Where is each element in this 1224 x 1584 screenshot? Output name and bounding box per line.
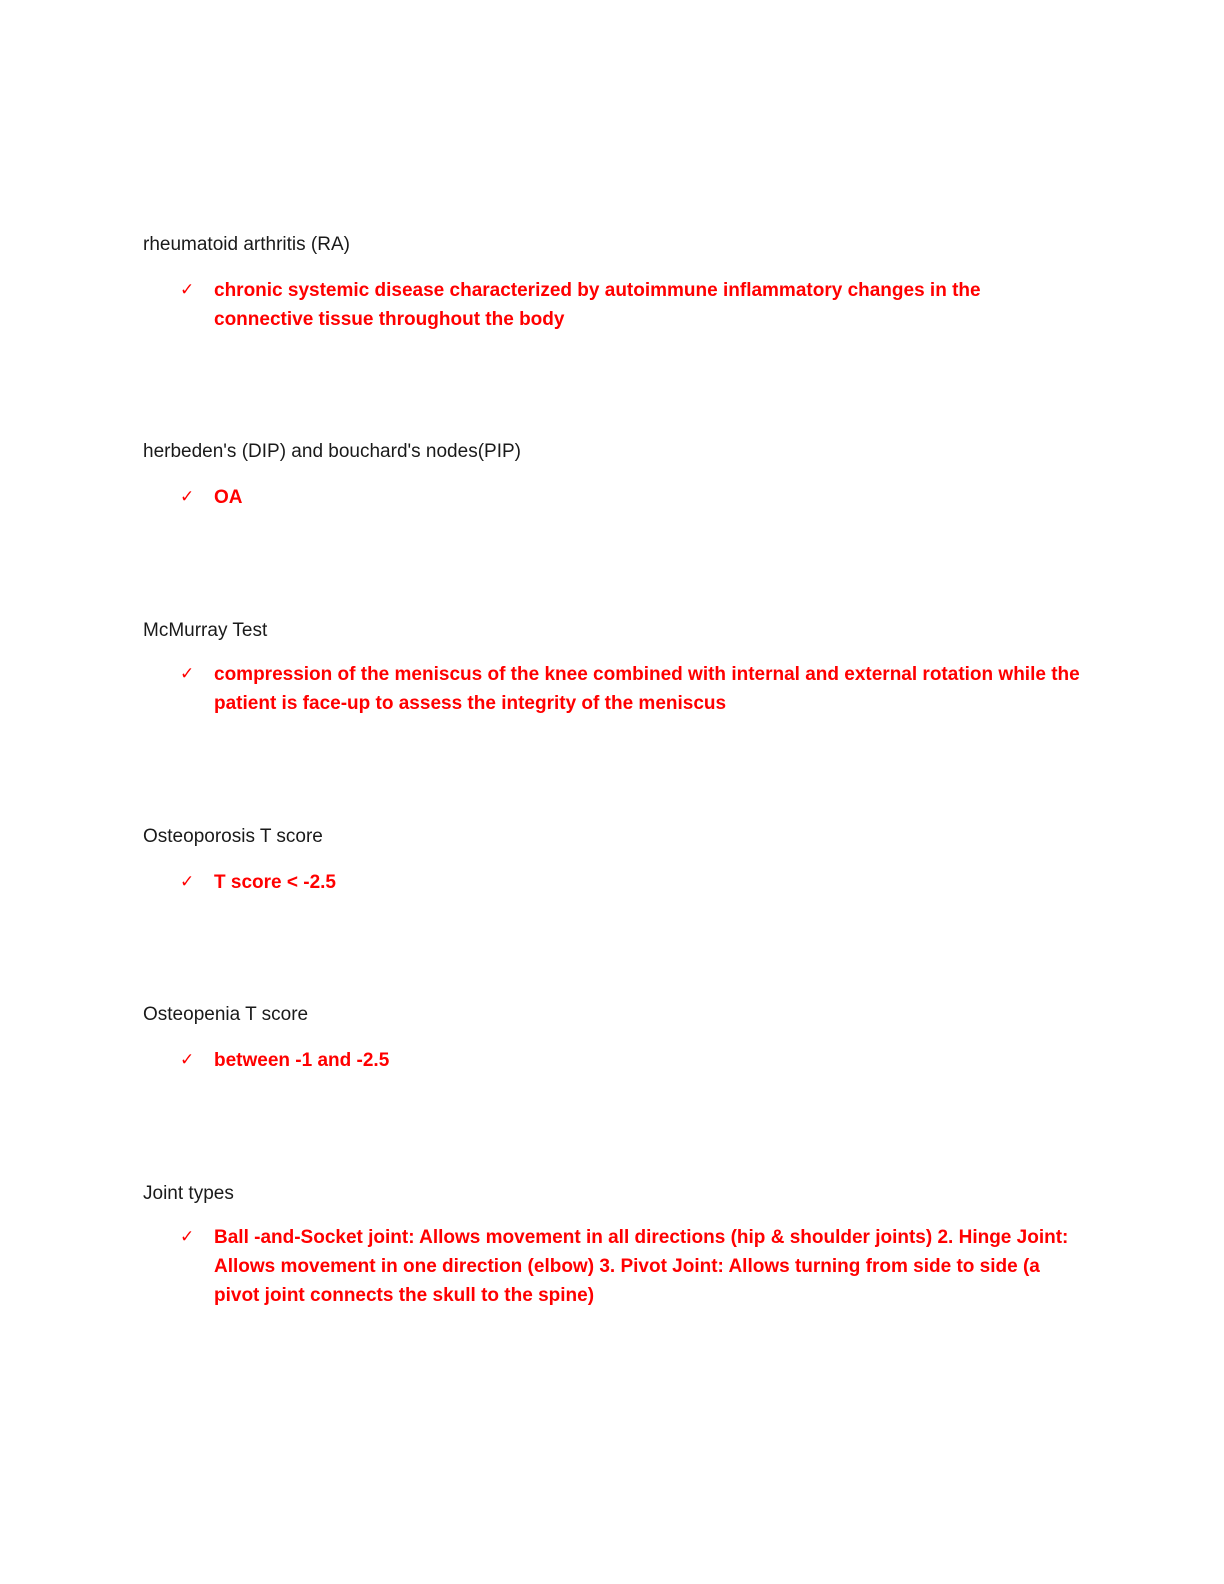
- answer-item: [180, 483, 1080, 512]
- term-osteopenia: Osteopenia T score: [143, 1004, 309, 1025]
- answer-item: [180, 868, 1080, 897]
- answer-text: OA: [214, 487, 243, 508]
- answer-item: [180, 660, 1080, 718]
- term-joint-types: Joint types: [143, 1183, 234, 1204]
- checkmark-icon: ✓: [180, 1227, 195, 1247]
- term-osteoporosis: Osteoporosis T score: [143, 826, 323, 847]
- checkmark-icon: ✓: [180, 1050, 195, 1070]
- checkmark-icon: ✓: [180, 487, 195, 507]
- answer-item: [180, 1046, 1080, 1075]
- answer-text: Ball -and-Socket joint: Allows movement in all directions (hip & shoulder joints) 2. Hinge Joint: Allows movement in one direction (elbow) 3. Pivot Joint: Allows turning from side to side (a pivot joint connects the skull to the spine): [214, 1227, 1069, 1306]
- answer-text: compression of the meniscus of the knee combined with internal and external rotation while the patient is face-up to assess the integrity of the meniscus: [214, 664, 1080, 714]
- term-rheumatoid-arthritis: rheumatoid arthritis (RA): [143, 234, 350, 255]
- answer-item: [180, 276, 1080, 334]
- checkmark-icon: ✓: [180, 280, 195, 300]
- term-nodes: herbeden's (DIP) and bouchard's nodes(PIP): [143, 441, 521, 462]
- answer-item: [180, 1223, 1080, 1310]
- term-mcmurray-test: McMurray Test: [143, 620, 268, 641]
- checkmark-icon: ✓: [180, 872, 195, 892]
- answer-text: chronic systemic disease characterized by autoimmune inflammatory changes in the connective tissue throughout the body: [214, 280, 981, 330]
- answer-text: between -1 and -2.5: [214, 1050, 390, 1071]
- checkmark-icon: ✓: [180, 664, 195, 684]
- answer-text: T score < -2.5: [214, 872, 336, 893]
